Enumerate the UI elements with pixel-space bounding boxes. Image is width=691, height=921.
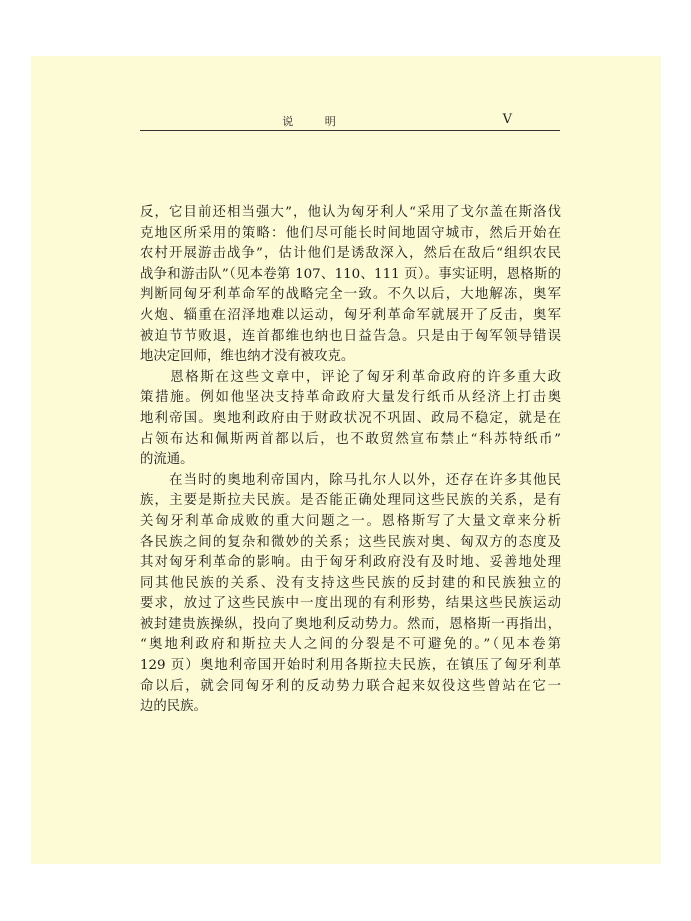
- paragraph-2: [140, 368, 561, 471]
- header-rule: [140, 130, 560, 131]
- text-line: 边的民族。: [140, 699, 207, 715]
- text-line: 被迫节节败退，连首都维也纳也日益告急。只是由于匈军领导错误: [140, 328, 561, 344]
- text-line: 关匈牙利革命成败的重大问题之一。恩格斯写了大量文章来分析: [140, 513, 561, 529]
- text-line: “奥地利政府和斯拉夫人之间的分裂是不可避免的。”（见本卷第: [140, 637, 561, 653]
- text-line: 族，主要是斯拉夫民族。是否能正确处理同这些民族的关系，是有: [140, 493, 561, 509]
- text-line: 同其他民族的关系、没有支持这些民族的反封建的和民族独立的: [140, 575, 561, 591]
- text-line: 的流通。: [140, 452, 194, 468]
- body-text: [140, 203, 561, 718]
- paragraph-1: [140, 203, 561, 368]
- header-title: 说 明: [282, 115, 350, 128]
- text-line: 战争和游击队”（见本卷第 107、110、111 页）。事实证明，恩格斯的: [140, 266, 561, 282]
- paragraph-3: [140, 471, 561, 718]
- text-line: 命以后，就会同匈牙利的反动势力联合起来奴役这些曾站在它一: [140, 678, 561, 694]
- text-line: 129 页）奥地利帝国开始时利用各斯拉夫民族，在镇压了匈牙利革: [140, 658, 561, 674]
- page-number: V: [502, 112, 512, 127]
- text-line: 恩格斯在这些文章中，评论了匈牙利革命政府的许多重大政: [140, 369, 561, 385]
- text-line: 判断同匈牙利革命军的战略完全一致。不久以后，大地解冻，奥军: [140, 287, 561, 303]
- text-line: 占领布达和佩斯两首都以后，也不敢贸然宣布禁止“科苏特纸币”: [140, 431, 561, 447]
- text-line: 克地区所采用的策略：他们尽可能长时间地固守城市，然后开始在: [140, 225, 561, 241]
- text-line: 农村开展游击战争”，估计他们是诱敌深入，然后在敌后“组织农民: [140, 246, 561, 262]
- text-line: 其对匈牙利革命的影响。由于匈牙利政府没有及时地、妥善地处理: [140, 555, 561, 571]
- text-line: 被封建贵族操纵，投向了奥地利反动势力。然而，恩格斯一再指出，: [140, 616, 561, 632]
- text-line: 地利帝国。奥地利政府由于财政状况不巩固、政局不稳定，就是在: [140, 410, 561, 426]
- running-header: [108, 112, 524, 128]
- text-line: 要求，放过了这些民族中一度出现的有利形势，结果这些民族运动: [140, 596, 561, 612]
- text-line: 火炮、辎重在沼泽地难以运动，匈牙利革命军就展开了反击，奥军: [140, 307, 561, 323]
- text-line: 反，它目前还相当强大”，他认为匈牙利人“采用了戈尔盖在斯洛伐: [140, 205, 561, 220]
- text-line: 策措施。例如他坚决支持革命政府大量发行纸币从经济上打击奥: [140, 390, 561, 406]
- text-line: 地决定回师，维也纳才没有被攻克。: [140, 349, 355, 365]
- text-line: 在当时的奥地利帝国内，除马扎尔人以外，还存在许多其他民: [140, 472, 561, 488]
- text-line: 各民族之间的复杂和微妙的关系；这些民族对奥、匈双方的态度及: [140, 534, 561, 550]
